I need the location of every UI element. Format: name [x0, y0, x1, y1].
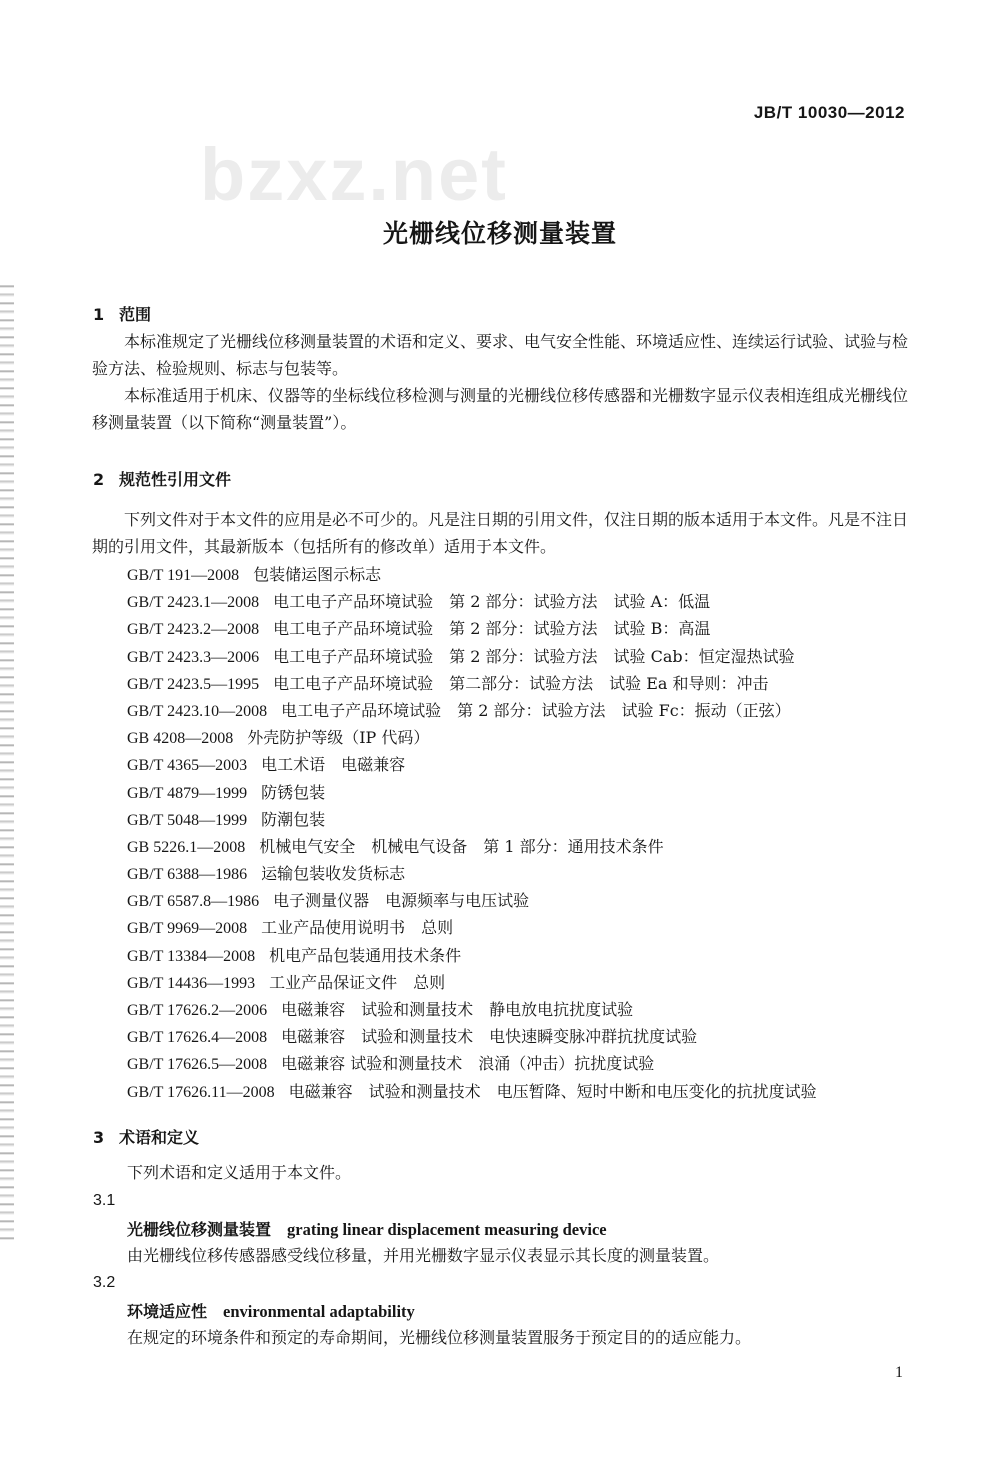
- reference-title: 电工术语 电磁兼容: [261, 755, 406, 775]
- reference-item: [127, 887, 817, 914]
- reference-code: GB/T 2423.2—2008: [127, 621, 260, 639]
- scope-paragraph-2: 本标准适用于机床、仪器等的坐标线位移检测与测量的光栅线位移传感器和光栅数字显示仪表相连组成光栅线位移测量装置（以下简称“测量装置”）。: [92, 386, 909, 432]
- reference-title: 电子测量仪器 电源频率与电压试验: [273, 891, 530, 911]
- term-definition-3-1: 由光栅线位移传感器感受线位移量，并用光栅数字显示仪表显示其长度的测量装置。: [127, 1246, 720, 1265]
- standard-number: JB/T 10030—2012: [753, 103, 905, 122]
- reference-title: 电工电子产品环境试验 第 2 部分：试验方法 试验 A：低温: [273, 592, 711, 612]
- reference-item: [127, 561, 817, 588]
- reference-title: 防锈包装: [261, 782, 326, 802]
- reference-title: 电磁兼容 试验和测量技术 浪涌（冲击）抗扰度试验: [281, 1054, 655, 1074]
- section-number: 2: [93, 470, 105, 489]
- reference-item: [127, 996, 817, 1023]
- document-title: 光栅线位移测量装置: [382, 219, 617, 248]
- reference-code: GB 4208—2008: [127, 730, 234, 748]
- reference-code: GB/T 13384—2008: [127, 947, 256, 965]
- section-number: 3: [93, 1128, 105, 1147]
- references-intro: 下列文件对于本文件的应用是必不可少的。凡是注日期的引用文件，仅注日期的版本适用于本文件。凡是不注日期的引用文件，其最新版本（包括所有的修改单）适用于本文件。: [92, 510, 909, 556]
- reference-code: GB/T 2423.1—2008: [127, 594, 260, 612]
- reference-item: [127, 1078, 817, 1105]
- term-entry-3-2: [127, 1299, 415, 1325]
- clause-number-3-1: 3.1: [93, 1192, 116, 1209]
- reference-code: GB/T 6388—1986: [127, 866, 248, 884]
- watermark: bzxz.net: [200, 133, 508, 216]
- scope-paragraph-1: 本标准规定了光栅线位移测量装置的术语和定义、要求、电气安全性能、环境适应性、连续运行试验、试验与检验方法、检验规则、标志与包装等。: [92, 332, 909, 378]
- section-title: 范围: [119, 305, 152, 324]
- reference-item: [127, 833, 817, 860]
- reference-code: GB/T 9969—2008: [127, 920, 248, 938]
- reference-code: GB/T 17626.4—2008: [127, 1029, 268, 1047]
- reference-item: [127, 806, 817, 833]
- term-entry-3-1: [127, 1217, 607, 1243]
- reference-title: 机械电气安全 机械电气设备 第 1 部分：通用技术条件: [259, 836, 664, 856]
- term-english: environmental adaptability: [223, 1302, 415, 1321]
- page-number: 1: [895, 1364, 903, 1381]
- term-chinese: 光栅线位移测量装置: [127, 1220, 272, 1239]
- reference-item: [127, 724, 817, 751]
- reference-code: GB/T 191—2008: [127, 567, 240, 584]
- reference-item: [127, 670, 817, 697]
- term-chinese: 环境适应性: [127, 1302, 208, 1321]
- section-title: 术语和定义: [119, 1128, 200, 1147]
- reference-code: GB/T 17626.11—2008: [127, 1083, 275, 1101]
- reference-item: [127, 969, 817, 996]
- reference-title: 电磁兼容 试验和测量技术 电压暂降、短时中断和电压变化的抗扰度试验: [288, 1081, 817, 1101]
- reference-title: 电工电子产品环境试验 第 2 部分：试验方法 试验 Fc：振动（正弦）: [281, 700, 791, 720]
- reference-title: 包装储运图示标志: [253, 565, 382, 584]
- reference-list: [127, 561, 817, 1105]
- term-english: grating linear displacement measuring device: [287, 1220, 607, 1239]
- scan-edge-artifact: [0, 280, 14, 1240]
- reference-code: GB/T 4365—2003: [127, 757, 248, 775]
- reference-item: [127, 860, 817, 887]
- reference-code: GB/T 17626.2—2006: [127, 1002, 268, 1019]
- reference-item: [127, 588, 817, 615]
- reference-title: 防潮包装: [261, 809, 326, 829]
- reference-title: 运输包装收发货标志: [261, 864, 406, 884]
- section-3-heading: [93, 1125, 199, 1148]
- section-number: 1: [93, 305, 105, 324]
- reference-item: [127, 697, 817, 724]
- reference-code: GB/T 2423.5—1995: [127, 675, 260, 693]
- reference-title: 外壳防护等级（IP 代码）: [247, 728, 430, 748]
- reference-item: [127, 1050, 817, 1077]
- terms-intro: 下列术语和定义适用于本文件。: [127, 1163, 352, 1182]
- term-definition-3-2: 在规定的环境条件和预定的寿命期间，光栅线位移测量装置服务于预定目的的适应能力。: [127, 1328, 752, 1347]
- reference-title: 工业产品保证文件 总则: [269, 972, 446, 992]
- reference-code: GB 5226.1—2008: [127, 838, 246, 856]
- reference-item: [127, 615, 817, 642]
- reference-item: [127, 942, 817, 969]
- reference-item: [127, 1023, 817, 1050]
- reference-item: [127, 751, 817, 778]
- reference-code: GB/T 2423.3—2006: [127, 648, 260, 666]
- reference-item: [127, 914, 817, 941]
- reference-title: 电磁兼容 试验和测量技术 静电放电抗扰度试验: [281, 1000, 634, 1019]
- reference-title: 机电产品包装通用技术条件: [269, 945, 462, 965]
- reference-title: 电工电子产品环境试验 第 2 部分：试验方法 试验 B：高温: [273, 619, 711, 639]
- section-2-heading: [93, 467, 231, 490]
- reference-code: GB/T 2423.10—2008: [127, 702, 268, 720]
- reference-title: 电工电子产品环境试验 第二部分：试验方法 试验 Ea 和导则：冲击: [273, 673, 769, 693]
- reference-code: GB/T 4879—1999: [127, 784, 248, 802]
- section-title: 规范性引用文件: [119, 470, 232, 489]
- reference-title: 电磁兼容 试验和测量技术 电快速瞬变脉冲群抗扰度试验: [281, 1027, 698, 1047]
- reference-item: [127, 643, 817, 670]
- reference-item: [127, 779, 817, 806]
- reference-code: GB/T 6587.8—1986: [127, 893, 260, 911]
- reference-code: GB/T 14436—1993: [127, 974, 256, 992]
- reference-title: 电工电子产品环境试验 第 2 部分：试验方法 试验 Cab：恒定湿热试验: [273, 646, 795, 666]
- reference-code: GB/T 5048—1999: [127, 811, 248, 829]
- section-1-heading: [93, 302, 151, 325]
- clause-number-3-2: 3.2: [93, 1274, 116, 1291]
- reference-title: 工业产品使用说明书 总则: [261, 918, 454, 938]
- reference-code: GB/T 17626.5—2008: [127, 1056, 268, 1074]
